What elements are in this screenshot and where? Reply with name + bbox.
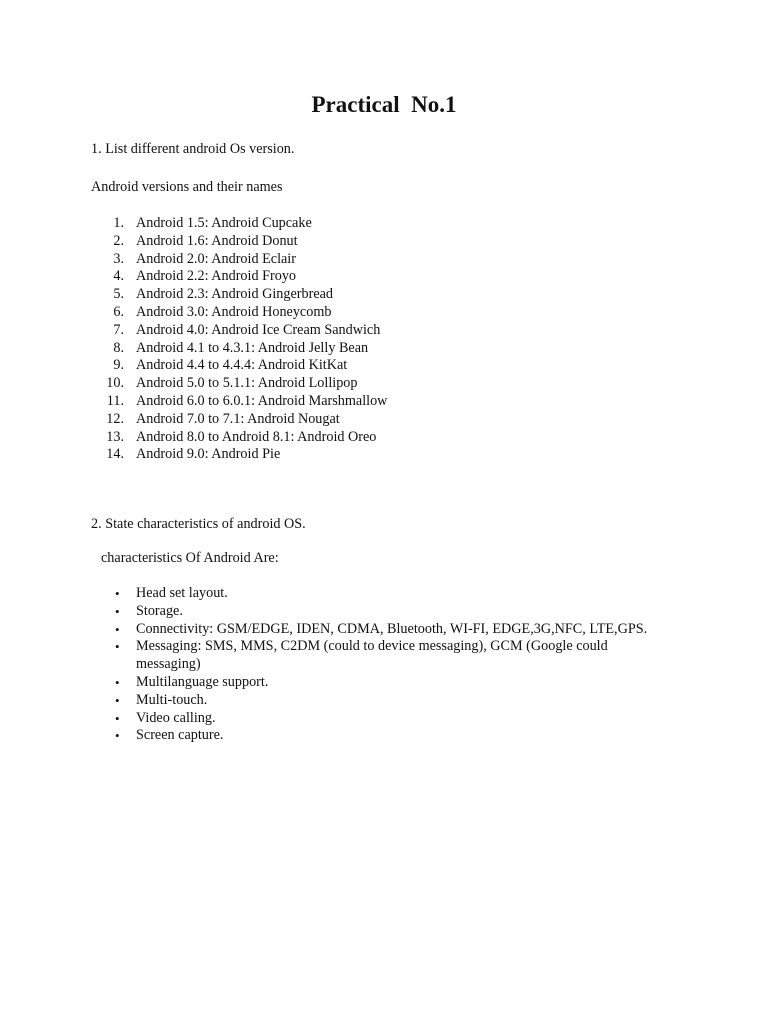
list-item-text: Multi-touch. (136, 691, 208, 708)
list-item-text: Android 2.0: Android Eclair (136, 250, 296, 267)
list-item-text: Android 1.5: Android Cupcake (136, 215, 312, 231)
list-item (0, 638, 656, 674)
list-item-text: Android 7.0 to 7.1: Android Nougat (136, 410, 340, 427)
bullet-icon: • (115, 710, 120, 726)
list-item-text: Android 5.0 to 5.1.1: Android Lollipop (136, 375, 358, 392)
list-number: 13. (106, 428, 124, 445)
list-item (0, 375, 387, 393)
versions-intro: Android versions and their names (91, 179, 283, 195)
bullet-icon: • (115, 586, 120, 601)
list-number: 8. (113, 339, 124, 356)
list-number: 5. (113, 286, 124, 303)
list-item (0, 585, 656, 603)
list-item (0, 603, 656, 621)
list-item-text: Android 3.0: Android Honeycomb (136, 303, 332, 320)
list-number: 12. (106, 410, 124, 427)
list-item (0, 357, 387, 375)
list-item (0, 215, 387, 233)
list-item-text: Video calling. (136, 709, 216, 726)
list-number: 3. (113, 250, 124, 267)
list-item-text: Screen capture. (136, 727, 224, 744)
question-2: 2. State characteristics of android OS. (91, 516, 306, 532)
list-number: 9. (113, 357, 124, 374)
list-item (0, 446, 387, 464)
list-number: 7. (113, 321, 124, 338)
page-title: Practical No.1 (311, 92, 457, 117)
list-item-text: Android 9.0: Android Pie (136, 446, 281, 463)
list-number: 4. (113, 268, 124, 285)
list-item-text: Storage. (136, 602, 183, 619)
list-item (0, 393, 387, 411)
list-item (0, 286, 387, 304)
bullet-icon: • (115, 639, 120, 655)
list-item-text: Android 1.6: Android Donut (136, 232, 298, 249)
list-item (0, 727, 656, 745)
list-item (0, 674, 656, 692)
characteristics-intro: characteristics Of Android Are: (101, 550, 279, 566)
list-item (0, 233, 387, 251)
list-number: 14. (106, 446, 124, 463)
list-item (0, 304, 387, 322)
list-item (0, 268, 387, 286)
list-item-text: Connectivity: GSM/EDGE, IDEN, CDMA, Bluetooth, WI-FI, EDGE,3G,NFC, LTE,GPS. (136, 620, 648, 637)
list-item (0, 429, 387, 447)
bullet-icon: • (115, 728, 120, 744)
list-item-text: Android 2.3: Android Gingerbread (136, 286, 334, 303)
bullet-icon: • (115, 674, 120, 690)
list-item-text: Android 6.0 to 6.0.1: Android Marshmallow (136, 392, 388, 409)
bullet-icon: • (115, 692, 120, 708)
bullet-icon: • (115, 603, 120, 619)
list-number: 11. (106, 392, 124, 409)
list-number: 10. (106, 375, 124, 392)
bullet-icon: • (115, 621, 120, 637)
list-item-text: Head set layout. (136, 585, 228, 601)
list-item (0, 621, 656, 639)
android-versions-list (0, 215, 387, 464)
list-item-text: Android 4.4 to 4.4.4: Android KitKat (136, 357, 348, 374)
list-number: 1. (113, 215, 124, 231)
list-item-text: Android 2.2: Android Froyo (136, 268, 297, 285)
list-item (0, 340, 387, 358)
list-item-text: Android 4.1 to 4.3.1: Android Jelly Bean (136, 339, 369, 356)
list-number: 2. (113, 232, 124, 249)
list-item-text: Messaging: SMS, MMS, C2DM (could to device messaging), GCM (Google could messaging) (136, 638, 608, 673)
list-item (0, 251, 387, 269)
list-item-text: Android 8.0 to Android 8.1: Android Oreo (136, 428, 377, 445)
list-item (0, 411, 387, 429)
list-item-text: Multilanguage support. (136, 673, 269, 690)
list-item (0, 322, 387, 340)
list-number: 6. (113, 303, 124, 320)
list-item-text: Android 4.0: Android Ice Cream Sandwich (136, 321, 381, 338)
question-1: 1. List different android Os version. (91, 141, 295, 157)
characteristics-list (0, 585, 656, 745)
list-item (0, 692, 656, 710)
list-item (0, 710, 656, 728)
